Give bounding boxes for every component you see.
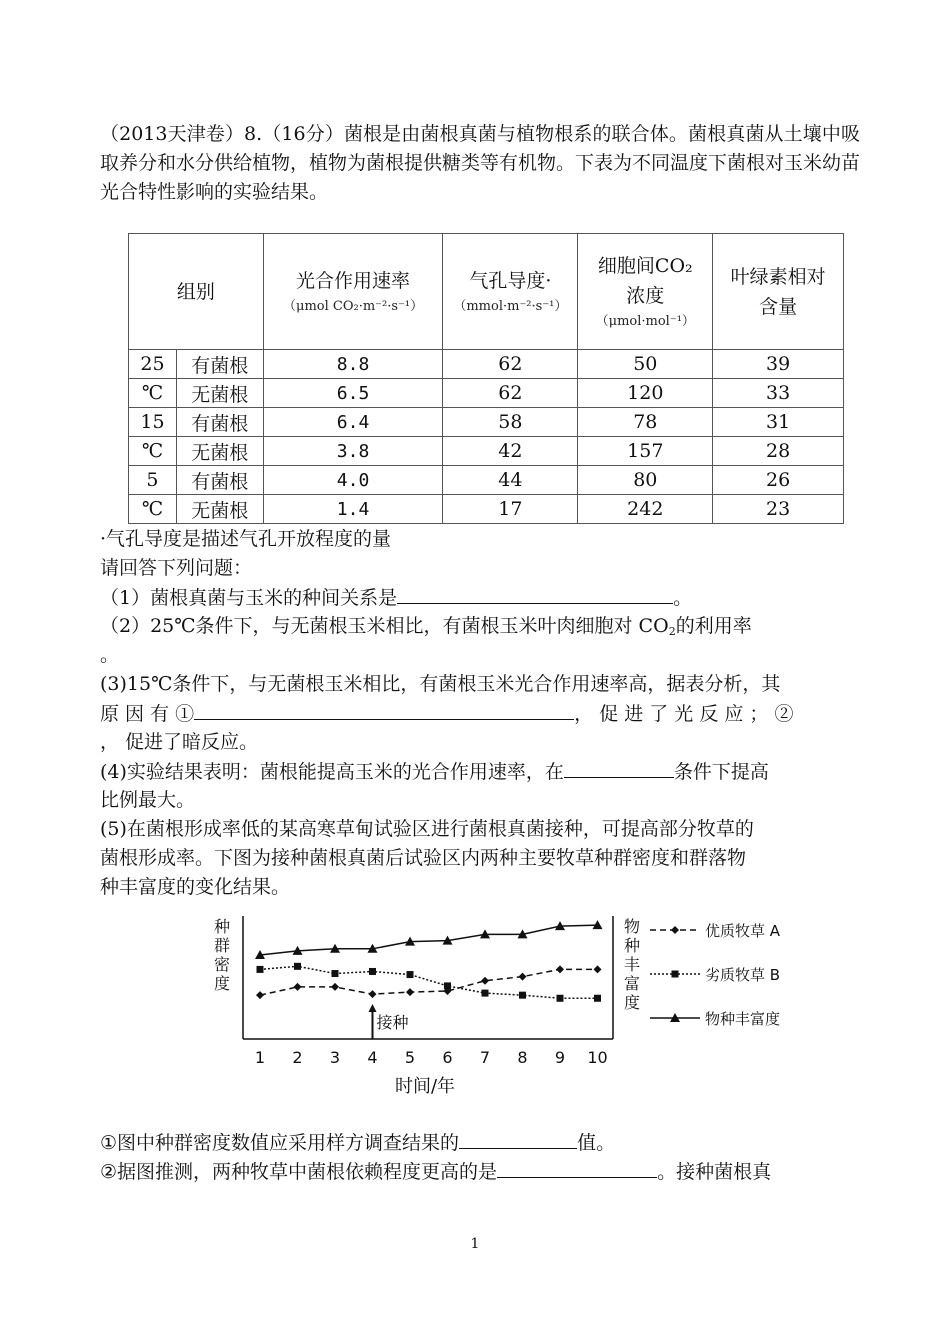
note-line: ·气孔导度是描述气孔开放程度的量: [100, 528, 392, 550]
data-point: [519, 992, 526, 999]
data-point: [294, 963, 301, 970]
temp-unit-cell: ℃: [129, 495, 177, 524]
axis-label-char: 富: [623, 974, 641, 993]
data-point: [257, 966, 264, 973]
data-point: [256, 991, 264, 999]
chl-cell: 33: [713, 379, 844, 408]
legend-marker: [672, 971, 679, 978]
question-2: （2）25℃条件下，与无菌根玉米相比，有菌根玉米叶肉细胞对 $CO_2$的利用率: [100, 615, 752, 638]
data-point: [556, 965, 564, 973]
data-point: [407, 971, 414, 978]
rate-cell: 6.5: [263, 379, 443, 408]
question-5-line3: 种丰富度的变化结果。: [100, 876, 291, 898]
axis-label-char: 种: [213, 917, 231, 936]
stomata-cell: 17: [443, 495, 578, 524]
legend-marker: [671, 926, 679, 934]
axis-label-char: 物: [623, 917, 641, 936]
annotation-arrow-head: [369, 1004, 377, 1012]
data-point: [481, 977, 489, 985]
temp-cell: 15: [129, 408, 177, 437]
table-row: [129, 495, 844, 524]
rate-cell: 3.8: [263, 437, 443, 466]
page-number: 1: [470, 1236, 480, 1252]
table-header-row: [129, 234, 844, 350]
series-line: [260, 966, 598, 998]
population-density-chart: [200, 906, 810, 1104]
co2-cell: 50: [578, 350, 713, 379]
x-tick-label: 10: [587, 1048, 608, 1067]
legend-label: 物种丰富度: [705, 1010, 781, 1028]
stomata-cell: 62: [443, 379, 578, 408]
stomata-cell: 42: [443, 437, 578, 466]
rate-cell: 1.4: [263, 495, 443, 524]
group-label: 有菌根: [176, 408, 263, 437]
temp-cell: 25: [129, 350, 177, 379]
x-tick-label: 5: [404, 1048, 416, 1067]
data-point: [332, 970, 339, 977]
chl-cell: 31: [713, 408, 844, 437]
question-3-line3: ， 促进了暗反应。: [100, 731, 259, 753]
axis-label-char: 度: [213, 974, 231, 993]
answer-blank-3a[interactable]: [194, 699, 574, 720]
group-label: 有菌根: [176, 466, 263, 495]
x-tick-label: 7: [479, 1048, 491, 1067]
series-line: [260, 969, 598, 995]
question-5: (5)在菌根形成率低的某高寒草甸试验区进行菌根真菌接种，可提高部分牧草的: [100, 818, 754, 840]
header-stomatal-conductance: 气孔导度· （mmol·m⁻²·s⁻¹）: [443, 234, 578, 350]
group-label: 无菌根: [176, 495, 263, 524]
chl-cell: 39: [713, 350, 844, 379]
question-3: (3)15℃条件下，与无菌根玉米相比，有菌根玉米光合作用速率高，据表分析，其: [100, 673, 781, 695]
group-label: 有菌根: [176, 350, 263, 379]
question-3-line2: 原 因 有 ① ， 促 进 了 光 反 应 ； ②: [100, 699, 860, 729]
data-point: [594, 995, 601, 1002]
data-point: [594, 965, 602, 973]
x-tick-label: 6: [442, 1048, 453, 1067]
rate-cell: 6.4: [263, 408, 443, 437]
results-table: [128, 233, 844, 524]
co2-cell: 80: [578, 466, 713, 495]
data-point: [406, 988, 414, 996]
intro-paragraph: （2013天津卷）8.（16分）菌根是由菌根真菌与植物根系的联合体。菌根真菌从土壤中吸取养分和水分供给植物，植物为菌根提供糖类等有机物。下表为不同温度下菌根对玉米幼苗光合特性影响的实验结果。: [100, 123, 861, 203]
data-point: [331, 983, 339, 991]
legend-label: 优质牧草 A: [705, 922, 781, 940]
group-label: 无菌根: [176, 437, 263, 466]
data-point: [519, 973, 527, 981]
x-tick-label: 1: [254, 1048, 266, 1067]
x-tick-label: 8: [517, 1048, 528, 1067]
axis-label-char: 度: [623, 993, 641, 1012]
data-point: [482, 990, 489, 997]
x-tick-label: 2: [292, 1048, 303, 1067]
answer-blank-5b[interactable]: [497, 1157, 657, 1178]
stomata-cell: 58: [443, 408, 578, 437]
rate-cell: 8.8: [263, 350, 443, 379]
temp-unit-cell: ℃: [129, 379, 177, 408]
header-group: 组别: [129, 234, 264, 350]
question-4: (4)实验结果表明：菌根能提高玉米的光合作用速率，在 条件下提高: [100, 757, 860, 787]
prompt-line: 请回答下列问题：: [100, 557, 253, 579]
data-point: [369, 968, 376, 975]
temp-unit-cell: ℃: [129, 437, 177, 466]
annotation-label: 接种: [376, 1013, 409, 1032]
legend-label: 劣质牧草 B: [705, 966, 781, 984]
x-tick-label: 4: [367, 1048, 378, 1067]
co2-cell: 120: [578, 379, 713, 408]
question-2-end: 。: [100, 644, 120, 666]
stomata-cell: 44: [443, 466, 578, 495]
chl-cell: 28: [713, 437, 844, 466]
stomata-cell: 62: [443, 350, 578, 379]
answer-blank-5a[interactable]: [459, 1128, 577, 1149]
header-intercellular-co2: 细胞间CO₂ 浓度 （μmol·mol⁻¹）: [578, 234, 713, 350]
table-row: [129, 350, 844, 379]
axis-label-char: 密: [213, 955, 231, 974]
table-row: [129, 437, 844, 466]
x-tick-label: 9: [554, 1048, 566, 1067]
data-point: [444, 982, 451, 989]
table-row: [129, 466, 844, 495]
co2-cell: 78: [578, 408, 713, 437]
chl-cell: 26: [713, 466, 844, 495]
data-point: [369, 990, 377, 998]
answer-blank-4[interactable]: [564, 757, 674, 778]
question-5-line2: 菌根形成率。下图为接种菌根真菌后试验区内两种主要牧草种群密度和群落物: [100, 847, 747, 869]
sub-question-2: ②据图推测，两种牧草中菌根依赖程度更高的是 。接种菌根真: [100, 1157, 860, 1187]
x-axis-label: 时间/年: [394, 1076, 456, 1097]
header-chlorophyll: 叶绿素相对含量: [713, 234, 844, 350]
group-label: 无菌根: [176, 379, 263, 408]
x-tick-label: 3: [329, 1048, 341, 1067]
y-label-right: [624, 917, 640, 1012]
data-point: [294, 983, 302, 991]
rate-cell: 4.0: [263, 466, 443, 495]
sub-question-1: ①图中种群密度数值应采用样方调查结果的 值。: [100, 1128, 860, 1158]
axis-label-char: 种: [623, 936, 641, 955]
co2-cell: 157: [578, 437, 713, 466]
co2-cell: 242: [578, 495, 713, 524]
y-label-left: [214, 917, 230, 993]
header-photosynthesis-rate: 光合作用速率 （μmol CO₂·m⁻²·s⁻¹）: [263, 234, 443, 350]
axis-label-char: 群: [213, 936, 231, 955]
table-row: [129, 408, 844, 437]
table-row: [129, 379, 844, 408]
question-1: （1）菌根真菌与玉米的种间关系是 。: [100, 583, 860, 613]
temp-cell: 5: [129, 466, 177, 495]
axis-label-char: 丰: [623, 955, 641, 974]
series-line: [260, 925, 598, 955]
question-4-line2: 比例最大。: [100, 789, 196, 811]
data-point: [557, 995, 564, 1002]
answer-blank-1[interactable]: [397, 583, 673, 604]
chl-cell: 23: [713, 495, 844, 524]
